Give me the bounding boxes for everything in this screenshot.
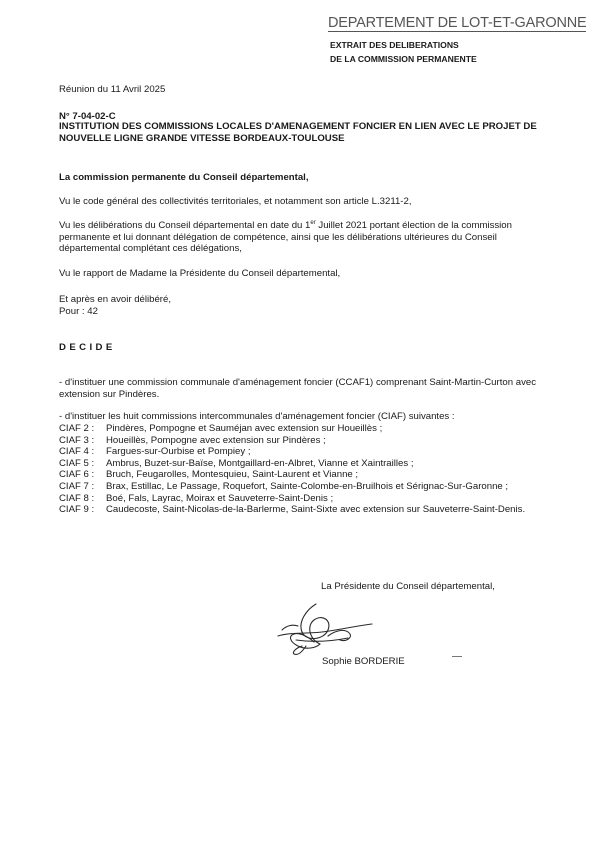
ciaf-code: CIAF 3 : [59,434,95,446]
deliberation-number: N° 7-04-02-C [59,111,116,122]
ciaf-intro: - d'instituer les huit commissions intercommunales d'aménagement foncier (CIAF) suivantes : [59,411,455,422]
extract-heading [330,38,477,66]
ciaf-item [59,469,537,481]
signatory-name: Sophie BORDERIE [322,656,405,667]
vu-deliberations-paragraph [59,220,534,255]
extract-line-1: EXTRAIT DES DELIBERATIONS [330,40,459,50]
meeting-date: Réunion du 11 Avril 2025 [59,84,166,95]
ciaf-communes: Fargues-sur-Ourbise et Pompiey ; [106,446,251,458]
vu-code-paragraph: Vu le code général des collectivités territoriales, et notamment son article L.3211-2, [59,196,412,207]
vote-count: Pour : 42 [59,306,98,317]
ciaf-code: CIAF 7 : [59,480,95,492]
ciaf-item [59,423,537,435]
vu-rapport-paragraph: Vu le rapport de Madame la Présidente du Conseil départemental, [59,268,341,279]
ordinal-superscript: er [310,219,316,226]
ciaf-item [59,435,537,447]
decorative-dash [452,656,462,657]
ciaf-item [59,493,537,505]
ciaf-code: CIAF 6 : [59,469,95,481]
vu-deliberations-text-b: Juillet 2021 portant élection de la commission permanente et lui donnant délégation de compétence, ainsi que les délibérations ultérieures du Conseil départemental complétant ces délégations, [59,220,512,255]
department-name: DEPARTEMENT DE LOT-ET-GARONNE [328,15,587,31]
ciaf-code: CIAF 4 : [59,446,95,458]
ciaf-item [59,458,537,470]
extract-line-2: DE LA COMMISSION PERMANENTE [330,54,477,64]
ciaf-communes: Ambrus, Buzet-sur-Baïse, Montgaillard-en-Albret, Vianne et Xaintrailles ; [106,457,414,469]
ciaf-communes: Caudecoste, Saint-Nicolas-de-la-Barlerme, Saint-Sixte avec extension sur Sauveterre-Saint-Denis. [106,504,526,516]
ciaf-code: CIAF 2 : [59,423,95,434]
ciaf-item [59,504,537,516]
vote-block [59,294,171,318]
decide-heading: DECIDE [59,342,116,353]
ciaf-code: CIAF 8 : [59,492,95,504]
ciaf-list [59,423,537,516]
deliberation-title: INSTITUTION DES COMMISSIONS LOCALES D'AMENAGEMENT FONCIER EN LIEN AVEC LE PROJET DE NOUVELLE LIGNE GRANDE VITESSE BORDEAUX-TOULOUSE [59,121,537,144]
ciaf-communes: Bruch, Feugarolles, Montesquieu, Saint-Laurent et Vianne ; [106,469,359,481]
ciaf-code: CIAF 5 : [59,457,95,469]
ciaf-communes: Brax, Estillac, Le Passage, Roquefort, Sainte-Colombe-en-Bruilhois et Sérignac-Sur-Garonne ; [106,480,509,492]
signatory-title: La Présidente du Conseil départemental, [321,581,495,592]
ciaf-code: CIAF 9 : [59,504,95,516]
ciaf-communes: Pindères, Pompogne et Sauméjan avec extension sur Houeillès ; [106,423,383,434]
ciaf-item [59,446,537,458]
ccaf-decision: - d'instituer une commission communale d'aménagement foncier (CCAF1) comprenant Saint-Martin-Curton avec extension sur Pindères. [59,377,536,400]
ciaf-item [59,481,537,493]
commission-intro: La commission permanente du Conseil départemental, [59,172,309,183]
ciaf-communes: Boé, Fals, Layrac, Moirax et Sauveterre-Saint-Denis ; [106,492,334,504]
ciaf-communes: Houeillès, Pompogne avec extension sur Pindères ; [106,434,326,446]
apres-deliberation: Et après en avoir délibéré, [59,294,171,305]
vu-deliberations-text-a: Vu les délibérations du Conseil départemental en date du 1 [59,220,311,231]
